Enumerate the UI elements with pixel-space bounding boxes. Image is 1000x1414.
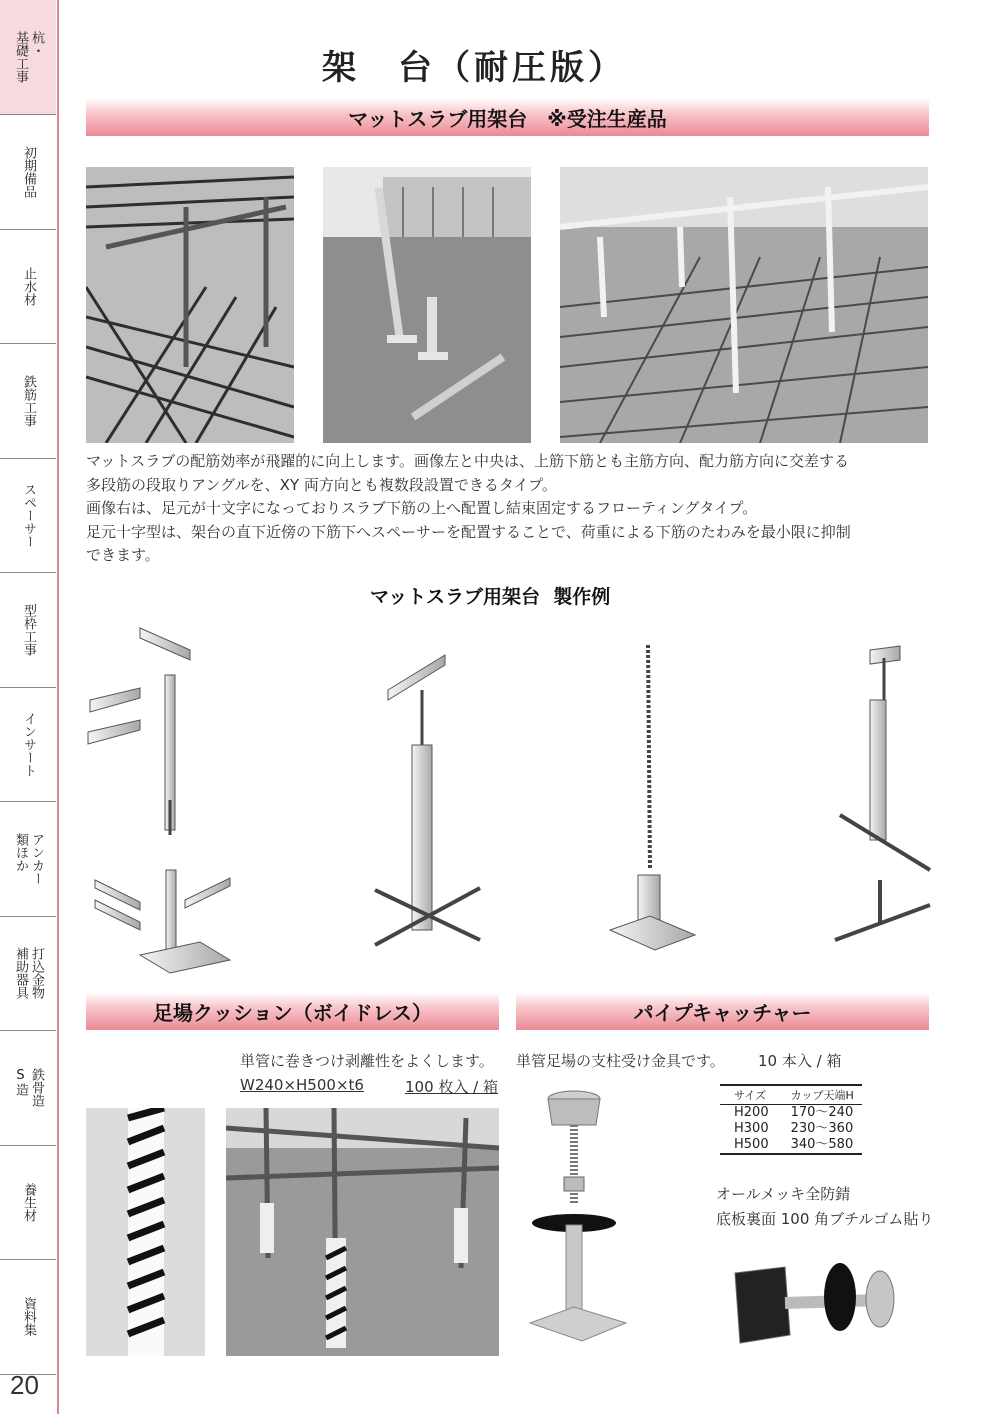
- description-line: 多段筋の段取りアングルを、XY 両方向とも複数段設置できるタイプ。: [86, 475, 557, 494]
- cushion-band: [86, 992, 499, 1030]
- sidebar-tab-8[interactable]: [0, 916, 56, 1031]
- sidebar-tab-0[interactable]: [0, 0, 56, 115]
- catcher-note-rubber: 底板裏面 100 角ブチルゴム貼り: [716, 1210, 934, 1228]
- sidebar-tab-1[interactable]: [0, 115, 56, 230]
- cushion-scaffold-photo: [226, 1108, 499, 1356]
- sidebar-tab-4[interactable]: [0, 458, 56, 573]
- sidebar-tab-line: 基礎工事: [13, 31, 28, 83]
- description-line: 足元十字型は、架台の直下近傍の下筋下へスペーサーを配置することで、荷重による下筋のたわみを最小限に抑制: [86, 522, 851, 541]
- sidebar-tab-line: 型枠工事: [21, 603, 36, 656]
- sidebar-tab-line: 資料集: [21, 1297, 36, 1336]
- pipe-catcher-product-image: [516, 1085, 646, 1360]
- example-drawings: [70, 620, 950, 980]
- sidebar-tab-7[interactable]: [0, 802, 56, 917]
- description-line: 画像右は、足元が十文字になっておりスラブ下筋の上へ配置し結束固定するフローティングタイプ。: [86, 499, 758, 517]
- sidebar-tab-line: スペーサー: [21, 482, 36, 548]
- cushion-description: 単管に巻きつけ剥離性をよくします。: [240, 1052, 494, 1070]
- sidebar-tab-label: [21, 483, 35, 548]
- sidebar-tab-5[interactable]: [0, 573, 56, 688]
- height-cell: 170～240: [790, 1105, 854, 1120]
- size-cell: H500: [720, 1137, 777, 1154]
- sidebar-tab-label: [21, 604, 35, 656]
- example-cross-foot-stand: [375, 655, 480, 945]
- sidebar-tab-3[interactable]: [0, 344, 56, 459]
- sidebar-tab-10[interactable]: [0, 1145, 56, 1260]
- size-header: サイズ: [720, 1085, 777, 1105]
- catcher-band-label: パイプキャッチャー: [633, 1000, 812, 1025]
- sidebar-tab-line: 鉄骨造: [29, 1068, 44, 1107]
- cushion-spec: W240×H500×t6: [240, 1076, 364, 1094]
- description-line: マットスラブの配筋効率が飛躍的に向上します。画像左と中央は、上筋下筋とも主筋方向、配力筋方向に交差する: [86, 452, 850, 470]
- size-cell: H200: [734, 1105, 769, 1120]
- sidebar-tab-line: アンカー: [29, 832, 44, 885]
- sidebar-tab-label: [21, 146, 35, 198]
- cushion-pack: 100 枚入 / 箱: [405, 1078, 498, 1096]
- sidebar-tab-9[interactable]: [0, 1031, 56, 1146]
- sidebar-tab-line: S造: [13, 1068, 28, 1096]
- mat-slab-band: [86, 98, 929, 136]
- page-number: 20: [10, 1370, 39, 1400]
- table-row: [720, 1137, 862, 1154]
- sidebar-tab-line: 止水材: [21, 266, 36, 306]
- catcher-pack: 10 本入 / 箱: [758, 1052, 842, 1070]
- size-cell: H300: [734, 1121, 769, 1136]
- rebar-stand-photo-center: [323, 167, 531, 443]
- sidebar-tab-label: [21, 712, 35, 777]
- cup-height-header: カップ天端H: [777, 1085, 862, 1105]
- height-cell: 230～360: [790, 1121, 854, 1136]
- sidebar-tab-6[interactable]: [0, 687, 56, 802]
- catcher-description: 単管足場の支柱受け金具です。: [516, 1052, 725, 1070]
- sidebar-tab-label: [13, 833, 43, 885]
- sidebar-tab-line: 打込金物: [29, 947, 44, 999]
- rebar-stand-photo-left: [86, 167, 294, 443]
- catcher-note-plating: オールメッキ全防錆: [716, 1185, 851, 1203]
- catcher-size-table: [720, 1084, 862, 1155]
- cushion-band-label: 足場クッション（ボイドレス）: [153, 1000, 432, 1025]
- table-row: [720, 1121, 862, 1137]
- floating-stand-photo-right: [560, 167, 928, 443]
- sidebar-tab-line: 杭・: [29, 31, 44, 57]
- sidebar-tab-line: インサート: [21, 711, 36, 777]
- sidebar-tab-line: 補助器具: [13, 947, 28, 999]
- sidebar-tab-2[interactable]: [0, 229, 56, 344]
- sidebar-tab-line: 初期備品: [21, 145, 36, 198]
- height-cell: 340～580: [777, 1137, 862, 1154]
- sidebar-tab-line: 鉄筋工事: [21, 374, 36, 427]
- pipe-catcher-side-image: [730, 1255, 930, 1355]
- mat-slab-band-label: マットスラブ用架台 ※受注生産品: [348, 106, 667, 131]
- description-line: できます。: [86, 546, 160, 564]
- sidebar-tab-11[interactable]: [0, 1260, 56, 1375]
- sidebar-tab-line: 養生材: [21, 1182, 36, 1222]
- table-row: [720, 1105, 862, 1122]
- sidebar-tab-label: [13, 1068, 43, 1107]
- sidebar-tab-label: [21, 267, 35, 306]
- example-base-plate-stand: [610, 645, 695, 950]
- example-multi-tier-stand: [88, 628, 230, 973]
- sidebar-tab-label: [21, 1183, 35, 1222]
- catcher-band: [516, 992, 929, 1030]
- examples-heading: マットスラブ用架台 製作例: [370, 586, 611, 608]
- cushion-closeup-photo: [86, 1108, 205, 1356]
- example-floating-stand: [835, 646, 930, 940]
- sidebar-tab-label: [13, 31, 43, 83]
- sidebar-tab-label: [13, 947, 43, 999]
- sidebar-tab-line: 類ほか: [13, 832, 28, 872]
- mat-slab-description: [86, 450, 936, 568]
- sidebar-tab-label: [21, 375, 35, 427]
- sidebar-tab-label: [21, 1297, 35, 1336]
- sidebar: [0, 0, 59, 1414]
- page-title: 架 台（耐圧版）: [322, 48, 626, 88]
